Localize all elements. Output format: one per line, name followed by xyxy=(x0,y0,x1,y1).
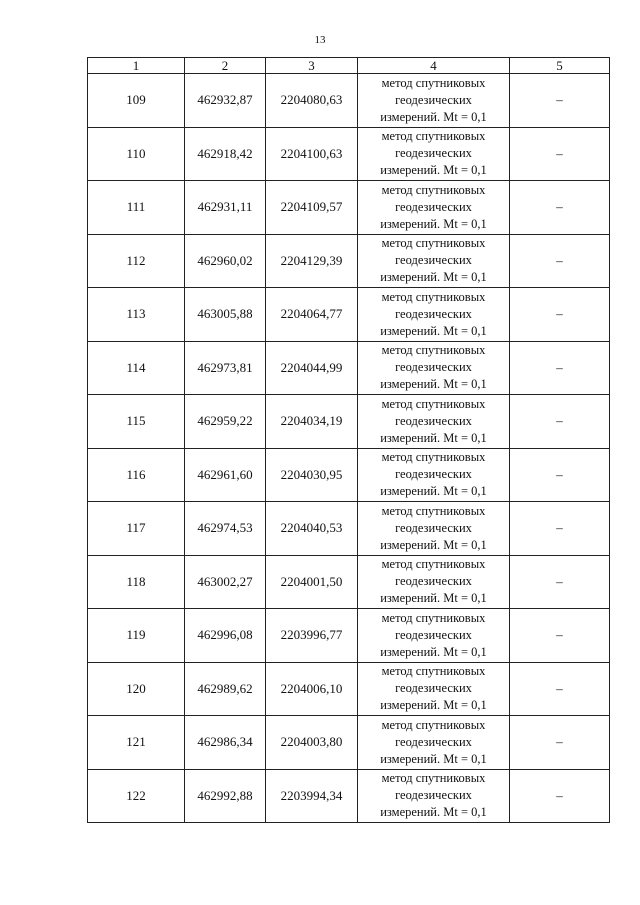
column-5-cell: – xyxy=(510,502,610,556)
column-5-cell: – xyxy=(510,448,610,502)
method-cell xyxy=(358,769,510,823)
column-5-cell: – xyxy=(510,234,610,288)
method-text-line: метод спутниковых xyxy=(381,236,486,251)
method-cell xyxy=(358,74,510,128)
table-row xyxy=(88,502,610,556)
point-number-cell: 121 xyxy=(88,716,185,770)
method-text-line: измерений. Mt = 0,1 xyxy=(380,484,487,499)
point-number-cell: 115 xyxy=(88,395,185,449)
y-coordinate-cell: 2204001,50 xyxy=(266,555,358,609)
method-text-line: геодезических xyxy=(395,360,472,375)
method-text-line: измерений. Mt = 0,1 xyxy=(380,698,487,713)
method-text-line: геодезических xyxy=(395,734,472,749)
column-5-cell: – xyxy=(510,555,610,609)
method-text-line: метод спутниковых xyxy=(381,664,486,679)
column-header: 1 xyxy=(88,58,185,74)
method-text-line: геодезических xyxy=(395,788,472,803)
point-number-cell: 110 xyxy=(88,127,185,181)
method-text-line: метод спутниковых xyxy=(381,557,486,572)
table-body xyxy=(88,74,610,823)
point-number-cell: 109 xyxy=(88,74,185,128)
method-text-line: геодезических xyxy=(395,199,472,214)
table-row xyxy=(88,395,610,449)
column-header: 5 xyxy=(510,58,610,74)
method-text-line: измерений. Mt = 0,1 xyxy=(380,805,487,820)
column-header: 3 xyxy=(266,58,358,74)
x-coordinate-cell: 462996,08 xyxy=(185,609,266,663)
method-text-line: измерений. Mt = 0,1 xyxy=(380,323,487,338)
point-number-cell: 113 xyxy=(88,288,185,342)
method-text-line: метод спутниковых xyxy=(381,717,486,732)
y-coordinate-cell: 2203996,77 xyxy=(266,609,358,663)
x-coordinate-cell: 462961,60 xyxy=(185,448,266,502)
method-text-line: метод спутниковых xyxy=(381,771,486,786)
column-5-cell: – xyxy=(510,288,610,342)
x-coordinate-cell: 462918,42 xyxy=(185,127,266,181)
column-header: 2 xyxy=(185,58,266,74)
x-coordinate-cell: 462931,11 xyxy=(185,181,266,235)
method-cell xyxy=(358,662,510,716)
method-text-line: измерений. Mt = 0,1 xyxy=(380,644,487,659)
column-5-cell: – xyxy=(510,127,610,181)
method-text-line: геодезических xyxy=(395,467,472,482)
table-row xyxy=(88,288,610,342)
method-text-line: измерений. Mt = 0,1 xyxy=(380,109,487,124)
y-coordinate-cell: 2204040,53 xyxy=(266,502,358,556)
y-coordinate-cell: 2204044,99 xyxy=(266,341,358,395)
table-row xyxy=(88,662,610,716)
method-text-line: метод спутниковых xyxy=(381,610,486,625)
point-number-cell: 120 xyxy=(88,662,185,716)
table-row xyxy=(88,341,610,395)
point-number-cell: 116 xyxy=(88,448,185,502)
method-text-line: геодезических xyxy=(395,306,472,321)
table-row xyxy=(88,234,610,288)
y-coordinate-cell: 2204100,63 xyxy=(266,127,358,181)
x-coordinate-cell: 462932,87 xyxy=(185,74,266,128)
method-text-line: метод спутниковых xyxy=(381,289,486,304)
method-text-line: измерений. Mt = 0,1 xyxy=(380,591,487,606)
method-text-line: геодезических xyxy=(395,574,472,589)
coordinates-table xyxy=(87,57,610,823)
method-text-line: измерений. Mt = 0,1 xyxy=(380,377,487,392)
method-text-line: геодезических xyxy=(395,146,472,161)
y-coordinate-cell: 2204129,39 xyxy=(266,234,358,288)
column-5-cell: – xyxy=(510,395,610,449)
table-row xyxy=(88,555,610,609)
x-coordinate-cell: 462973,81 xyxy=(185,341,266,395)
method-text-line: геодезических xyxy=(395,413,472,428)
method-text-line: метод спутниковых xyxy=(381,503,486,518)
y-coordinate-cell: 2204109,57 xyxy=(266,181,358,235)
method-cell xyxy=(358,341,510,395)
method-text-line: измерений. Mt = 0,1 xyxy=(380,537,487,552)
method-cell xyxy=(358,716,510,770)
column-header: 4 xyxy=(358,58,510,74)
method-text-line: измерений. Mt = 0,1 xyxy=(380,270,487,285)
point-number-cell: 112 xyxy=(88,234,185,288)
column-5-cell: – xyxy=(510,609,610,663)
y-coordinate-cell: 2204064,77 xyxy=(266,288,358,342)
table-row xyxy=(88,74,610,128)
y-coordinate-cell: 2204006,10 xyxy=(266,662,358,716)
table-row xyxy=(88,716,610,770)
method-cell xyxy=(358,234,510,288)
y-coordinate-cell: 2204003,80 xyxy=(266,716,358,770)
column-5-cell: – xyxy=(510,74,610,128)
method-cell xyxy=(358,555,510,609)
y-coordinate-cell: 2204034,19 xyxy=(266,395,358,449)
page-number: 13 xyxy=(314,34,326,46)
x-coordinate-cell: 462959,22 xyxy=(185,395,266,449)
method-text-line: метод спутниковых xyxy=(381,343,486,358)
method-cell xyxy=(358,448,510,502)
y-coordinate-cell: 2203994,34 xyxy=(266,769,358,823)
method-text-line: метод спутниковых xyxy=(381,75,486,90)
y-coordinate-cell: 2204080,63 xyxy=(266,74,358,128)
point-number-cell: 114 xyxy=(88,341,185,395)
method-cell xyxy=(358,609,510,663)
method-text-line: измерений. Mt = 0,1 xyxy=(380,216,487,231)
method-text-line: геодезических xyxy=(395,253,472,268)
y-coordinate-cell: 2204030,95 xyxy=(266,448,358,502)
method-text-line: геодезических xyxy=(395,92,472,107)
x-coordinate-cell: 463002,27 xyxy=(185,555,266,609)
header-row xyxy=(88,58,610,74)
method-text-line: метод спутниковых xyxy=(381,182,486,197)
method-text-line: геодезических xyxy=(395,627,472,642)
method-cell xyxy=(358,127,510,181)
method-text-line: метод спутниковых xyxy=(381,129,486,144)
method-text-line: метод спутниковых xyxy=(381,396,486,411)
column-5-cell: – xyxy=(510,341,610,395)
column-5-cell: – xyxy=(510,769,610,823)
table-row xyxy=(88,769,610,823)
method-text-line: измерений. Mt = 0,1 xyxy=(380,430,487,445)
method-cell xyxy=(358,288,510,342)
point-number-cell: 122 xyxy=(88,769,185,823)
point-number-cell: 111 xyxy=(88,181,185,235)
point-number-cell: 117 xyxy=(88,502,185,556)
method-text-line: метод спутниковых xyxy=(381,450,486,465)
table-row xyxy=(88,181,610,235)
table-row xyxy=(88,127,610,181)
x-coordinate-cell: 462986,34 xyxy=(185,716,266,770)
x-coordinate-cell: 462992,88 xyxy=(185,769,266,823)
x-coordinate-cell: 463005,88 xyxy=(185,288,266,342)
method-text-line: геодезических xyxy=(395,681,472,696)
method-cell xyxy=(358,181,510,235)
point-number-cell: 119 xyxy=(88,609,185,663)
x-coordinate-cell: 462989,62 xyxy=(185,662,266,716)
x-coordinate-cell: 462960,02 xyxy=(185,234,266,288)
table-row xyxy=(88,448,610,502)
column-5-cell: – xyxy=(510,662,610,716)
table-row xyxy=(88,609,610,663)
point-number-cell: 118 xyxy=(88,555,185,609)
method-text-line: измерений. Mt = 0,1 xyxy=(380,751,487,766)
method-text-line: геодезических xyxy=(395,520,472,535)
method-text-line: измерений. Mt = 0,1 xyxy=(380,163,487,178)
x-coordinate-cell: 462974,53 xyxy=(185,502,266,556)
column-5-cell: – xyxy=(510,181,610,235)
method-cell xyxy=(358,395,510,449)
column-5-cell: – xyxy=(510,716,610,770)
method-cell xyxy=(358,502,510,556)
